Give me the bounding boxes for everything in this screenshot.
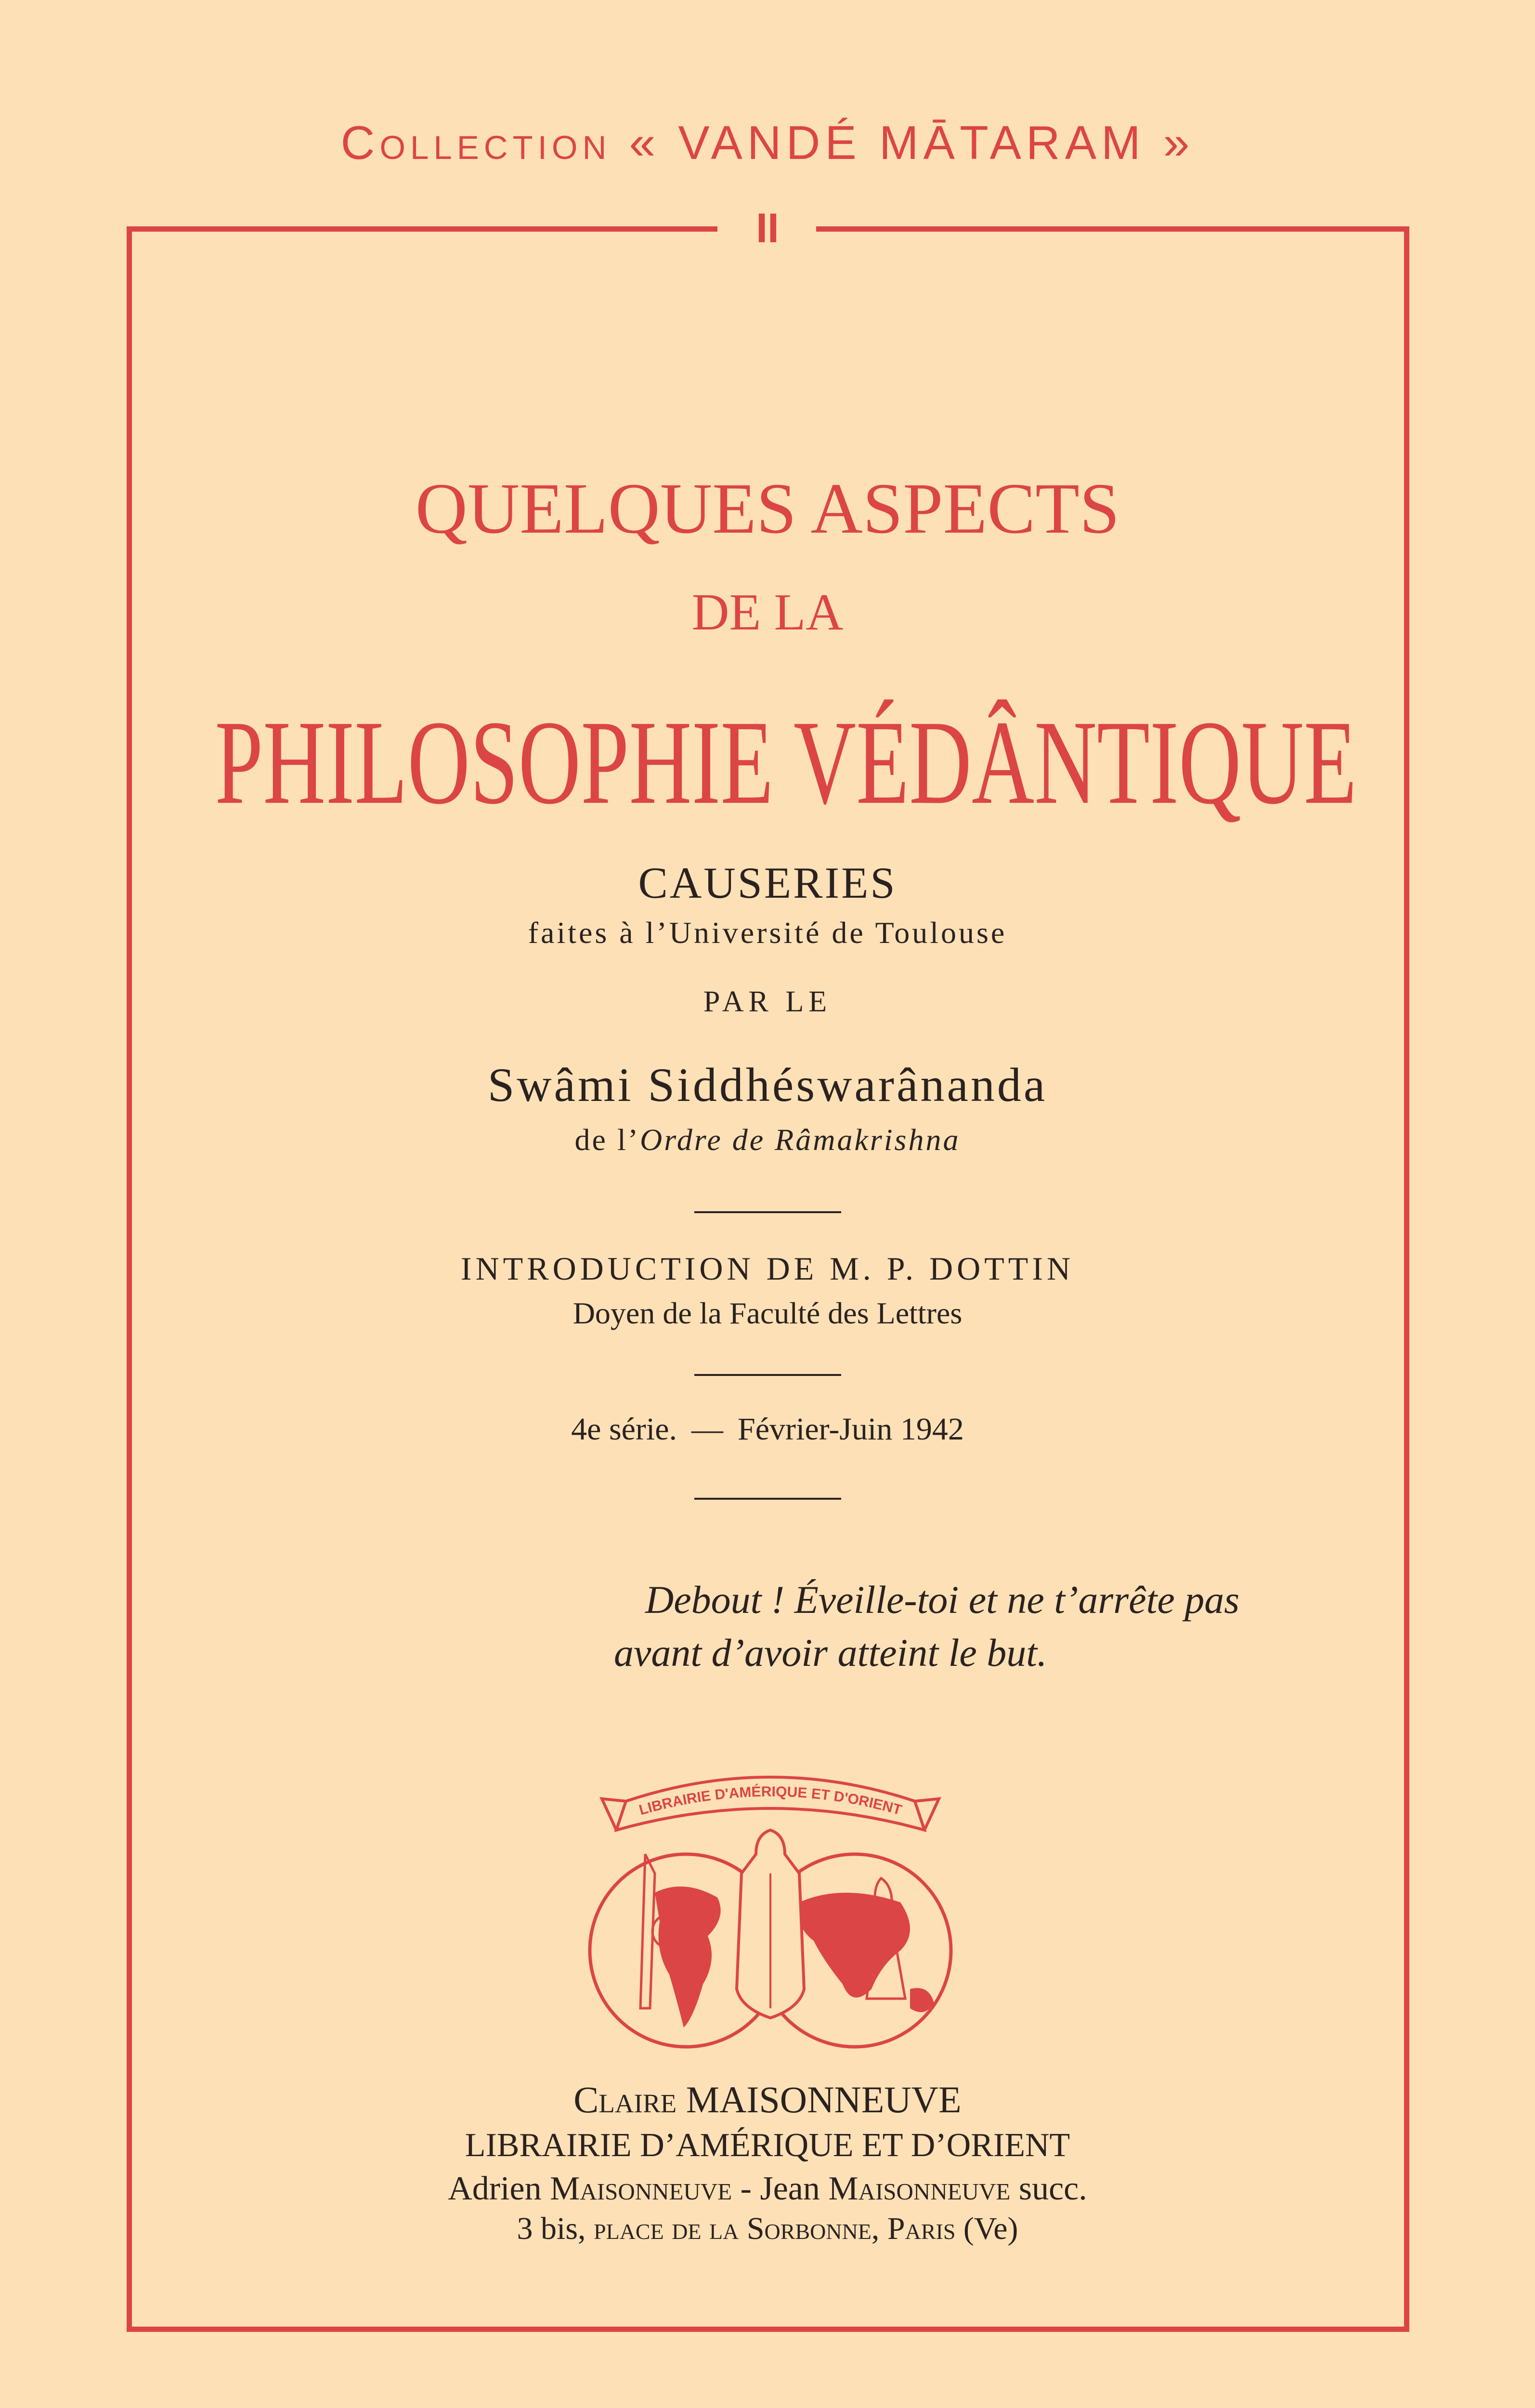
author-order: [0, 1122, 1535, 1158]
series-dates: [0, 1411, 1535, 1448]
jean-last: Maisonneuve: [828, 2170, 1011, 2207]
title-line-2: DE LA: [691, 584, 844, 641]
address-number: 3 bis,: [517, 2211, 586, 2246]
epigraph-line-1: Debout ! Éveille-toi et ne t’arrête pas: [645, 1578, 1240, 1622]
adrien-first: Adrien: [448, 2170, 542, 2207]
publisher-address: [0, 2211, 1535, 2247]
succ-label: succ.: [1018, 2170, 1087, 2207]
series-date-range: Février-Juin 1942: [738, 1412, 964, 1447]
divider-rule: [694, 1374, 841, 1376]
main-title: PHILOSOPHIE VÉDÂNTIQUE: [215, 696, 1357, 829]
series-dash: —: [691, 1412, 724, 1447]
publisher-name: [0, 2078, 1535, 2121]
divider-rule: [694, 1211, 841, 1213]
series-label: 4e série.: [571, 1412, 677, 1447]
author-name: Swâmi Siddhéswarânanda: [487, 1058, 1048, 1112]
introduction-role: Doyen de la Faculté des Lettres: [572, 1296, 963, 1330]
publisher-first-name: Claire: [573, 2079, 677, 2120]
title-line-1: QUELQUES ASPECTS: [415, 469, 1120, 549]
publisher-successors: [0, 2170, 1535, 2208]
emblem-banner-text: LIBRAIRIE D'AMÉRIQUE ET D'ORIENT: [637, 1783, 904, 1819]
venue-line: faites à l’Université de Toulouse: [528, 916, 1007, 950]
collection-title: Collection « VANDÉ MĀTARAM »: [340, 116, 1195, 169]
americas-shape: [655, 1886, 721, 2028]
divider-rule: [694, 1498, 841, 1500]
par-le: PAR LE: [703, 985, 832, 1018]
causeries-heading: CAUSERIES: [638, 858, 897, 907]
address-arrondissement: (Ve): [963, 2211, 1018, 2246]
jean-first: - Jean: [732, 2170, 820, 2207]
publisher-last-name: MAISONNEUVE: [686, 2079, 962, 2120]
adrien-last: Maisonneuve: [550, 2170, 732, 2207]
epigraph-line-2: avant d’avoir atteint le but.: [614, 1631, 1047, 1675]
order-prefix: de l’: [574, 1123, 640, 1157]
address-place: place de la Sorbonne,: [594, 2211, 880, 2246]
order-name: Ordre de Râmakrishna: [640, 1123, 961, 1157]
publisher-library: LIBRAIRIE D’AMÉRIQUE ET D’ORIENT: [465, 2127, 1070, 2164]
address-city: Paris: [887, 2211, 956, 2246]
eurasia-shape: [798, 1893, 910, 1998]
series-number: II: [756, 205, 779, 251]
introduction-line: INTRODUCTION DE M. P. DOTTIN: [460, 1250, 1075, 1287]
publisher-emblem: [573, 1758, 968, 2056]
